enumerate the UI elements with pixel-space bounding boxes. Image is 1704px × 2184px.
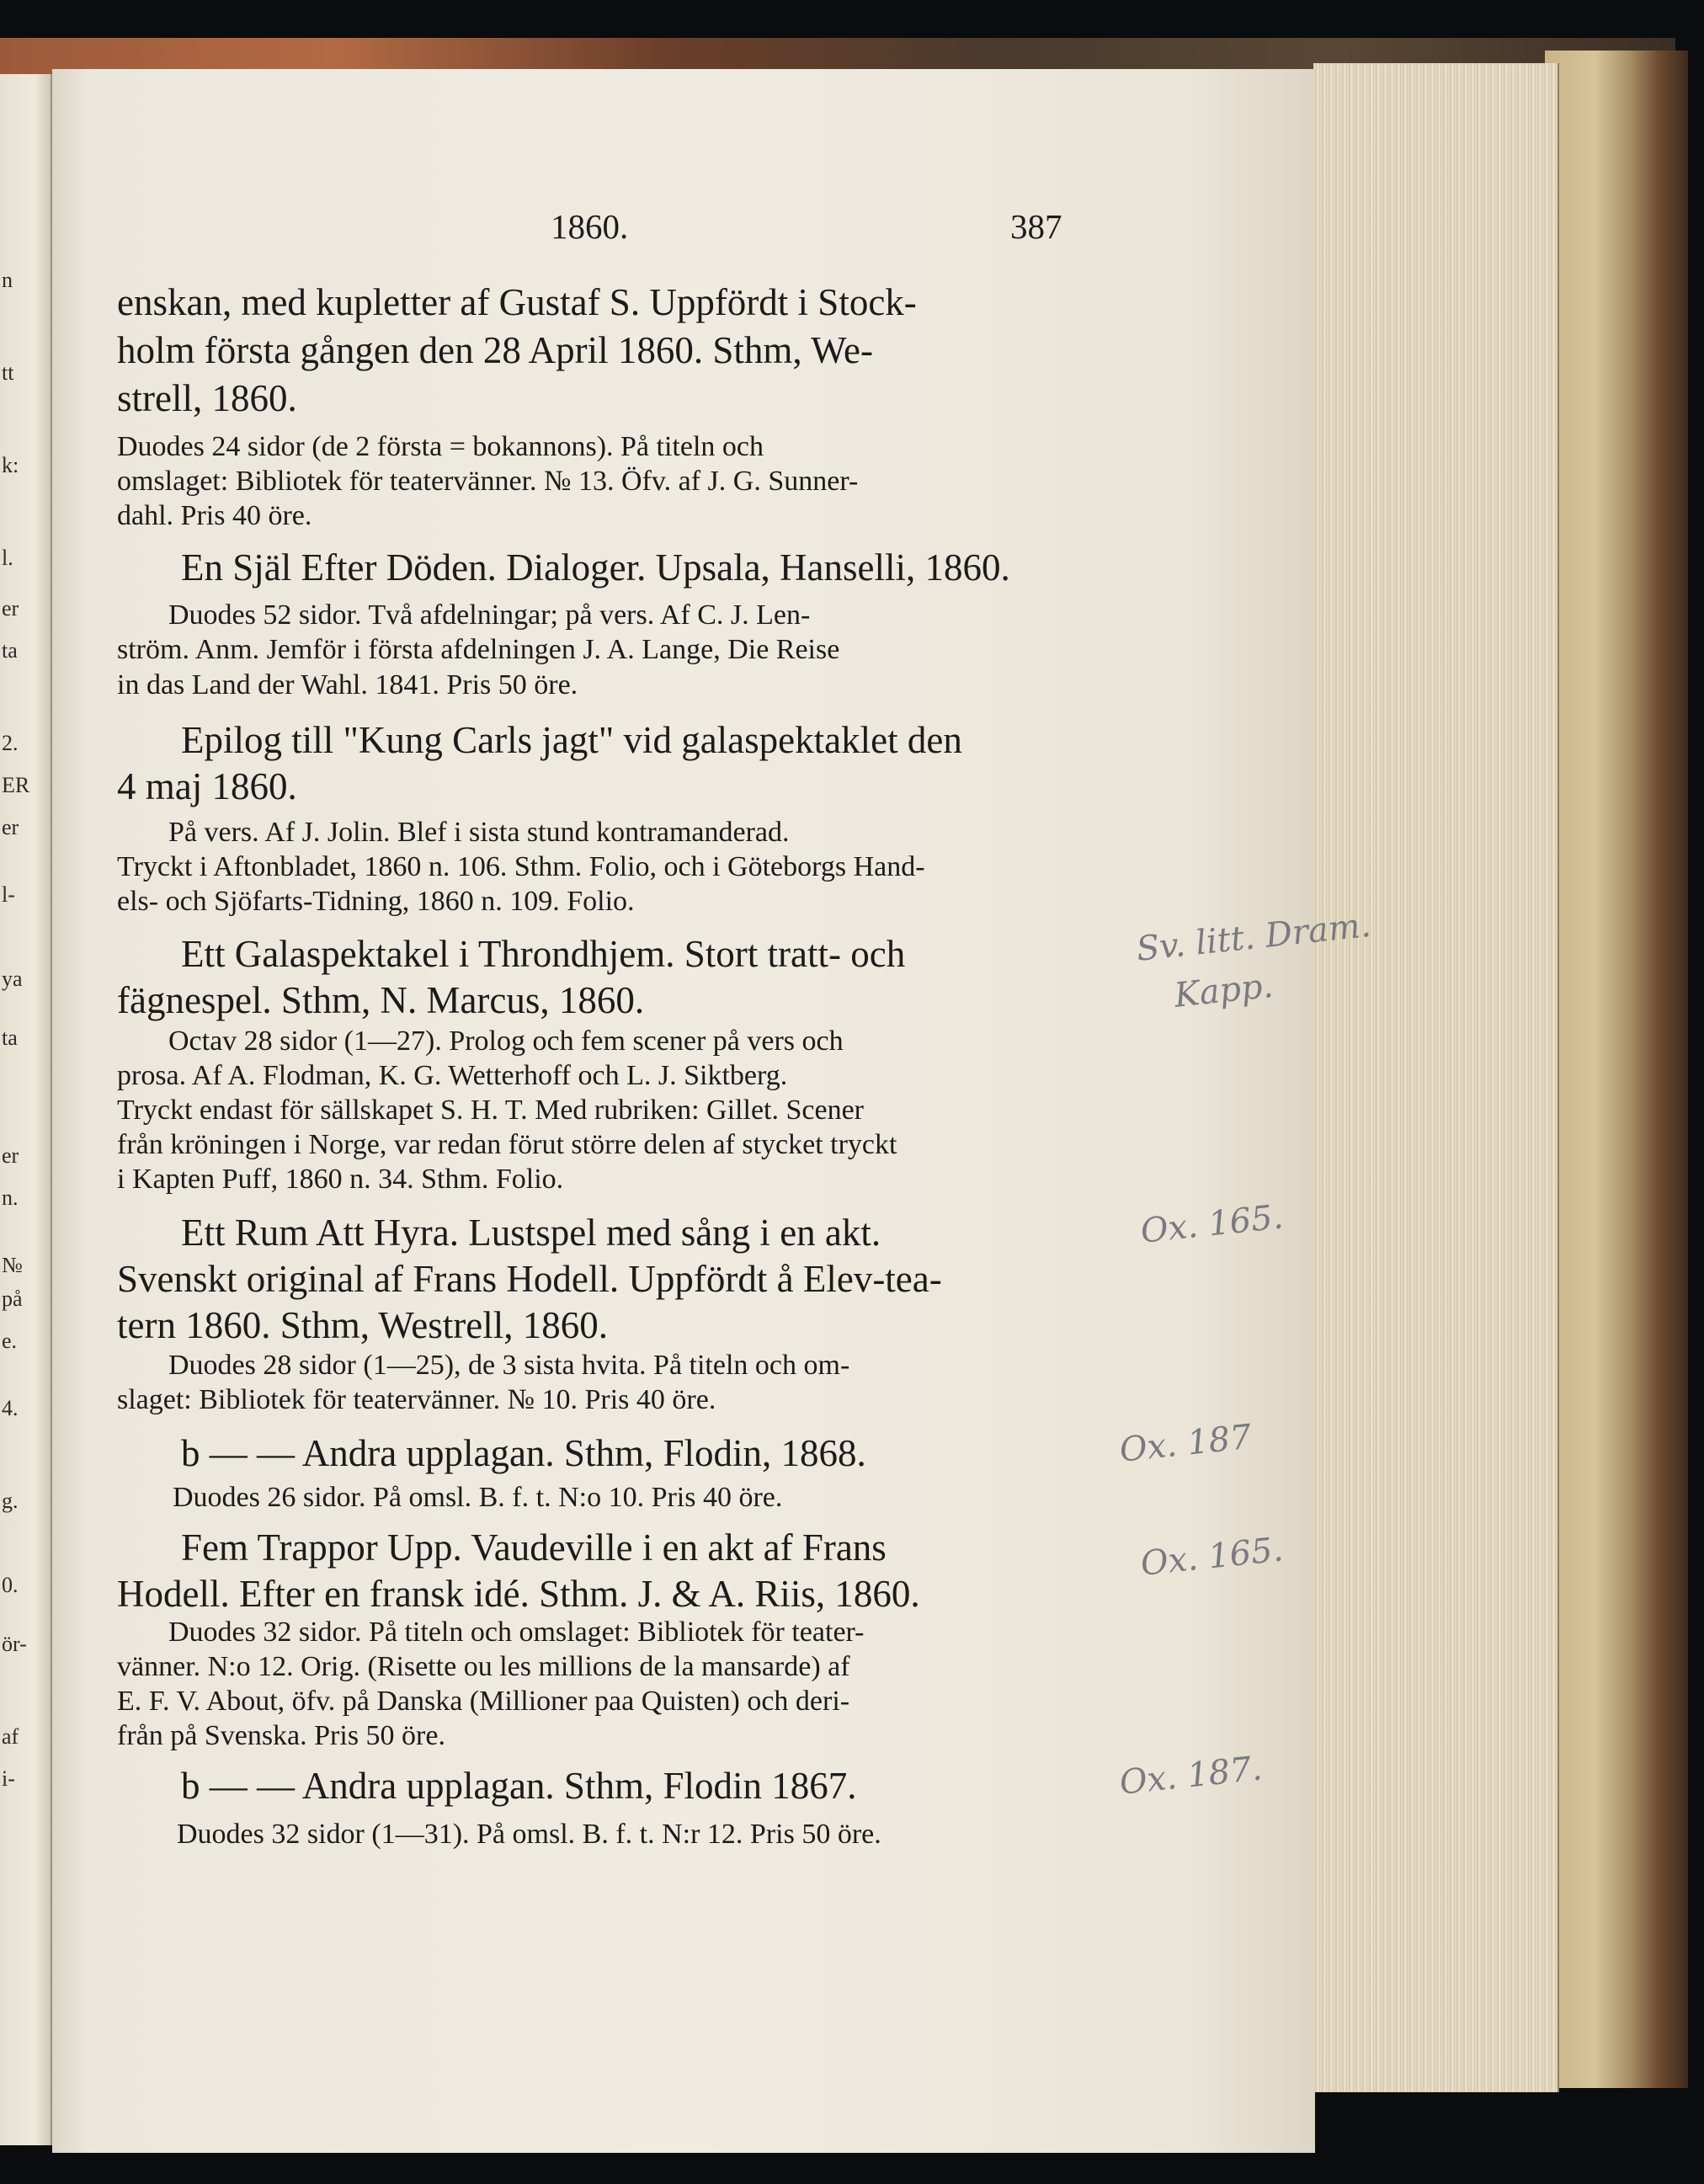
margin-fragment: ya xyxy=(2,967,23,991)
entry-title-line: strell, 1860. xyxy=(117,377,297,419)
margin-fragment: 0. xyxy=(2,1573,19,1597)
entry-title-line: fägnespel. Sthm, N. Marcus, 1860. xyxy=(117,979,645,1021)
facing-page-strip xyxy=(0,74,52,2145)
margin-fragment: № xyxy=(2,1253,23,1277)
margin-fragment: på xyxy=(2,1286,23,1311)
entry-note-line: els- och Sjöfarts-Tidning, 1860 n. 109. Folio. xyxy=(117,886,635,917)
entry-title-line: Svenskt original af Frans Hodell. Uppfördt å Elev-tea- xyxy=(117,1258,942,1300)
margin-fragment: ör- xyxy=(2,1632,27,1656)
header-year: 1860. xyxy=(551,207,629,246)
header-page-number: 387 xyxy=(1010,207,1062,246)
entry-note-line: Tryckt endast för sällskapet S. H. T. Med rubriken: Gillet. Scener xyxy=(117,1095,864,1126)
margin-fragment: i- xyxy=(2,1766,15,1791)
entry-note-line: från på Svenska. Pris 50 öre. xyxy=(117,1720,445,1751)
margin-fragment: k: xyxy=(2,453,19,477)
margin-fragment: af xyxy=(2,1724,19,1749)
entry-note-line: På vers. Af J. Jolin. Blef i sista stund kontramanderad. xyxy=(168,817,790,848)
entry-note-line: Tryckt i Aftonbladet, 1860 n. 106. Sthm. Folio, och i Göteborgs Hand- xyxy=(117,851,925,882)
entry-note-line: slaget: Bibliotek för teatervänner. № 10. Pris 40 öre. xyxy=(117,1384,716,1415)
handwritten-note: Kapp. xyxy=(1172,966,1275,1015)
entry-title-line: Ett Galaspektakel i Throndhjem. Stort tratt- och xyxy=(181,933,906,975)
margin-fragment: tt xyxy=(2,360,14,385)
entry-title-line: b — — Andra upplagan. Sthm, Flodin 1867. xyxy=(181,1765,857,1807)
entry-note-line: i Kapten Puff, 1860 n. 34. Sthm. Folio. xyxy=(117,1164,564,1195)
handwritten-note: Ox. 165. xyxy=(1138,1530,1286,1584)
page-fore-edge xyxy=(1313,63,1559,2092)
margin-fragment: n xyxy=(2,268,13,292)
entry-title-line: Fem Trappor Upp. Vaudeville i en akt af Frans xyxy=(181,1526,887,1569)
entry-title-line: holm första gången den 28 April 1860. Sthm, We- xyxy=(117,329,873,371)
entry-title-line: b — — Andra upplagan. Sthm, Flodin, 1868. xyxy=(181,1432,866,1474)
entry-note-line: dahl. Pris 40 öre. xyxy=(117,500,312,531)
entry-note-line: Duodes 52 sidor. Två afdelningar; på vers. Af C. J. Len- xyxy=(168,599,811,631)
entry-note-line: E. F. V. About, öfv. på Danska (Millioner paa Quisten) och deri- xyxy=(117,1686,850,1717)
margin-fragment: ER xyxy=(2,773,30,797)
entry-note-line: in das Land der Wahl. 1841. Pris 50 öre. xyxy=(117,669,578,700)
entry-title-line: En Själ Efter Döden. Dialoger. Upsala, Hanselli, 1860. xyxy=(181,546,1010,589)
entry-note-line: Octav 28 sidor (1—27). Prolog och fem scener på vers och xyxy=(168,1025,844,1057)
entry-note-line: från kröningen i Norge, var redan förut större delen af stycket tryckt xyxy=(117,1129,897,1160)
margin-fragment: n. xyxy=(2,1185,19,1210)
entry-title-line: Hodell. Efter en fransk idé. Sthm. J. & A. Riis, 1860. xyxy=(117,1573,920,1615)
entry-title-line: 4 maj 1860. xyxy=(117,765,297,807)
entry-title-line: enskan, med kupletter af Gustaf S. Uppfördt i Stock- xyxy=(117,281,917,323)
margin-fragment: g. xyxy=(2,1489,19,1513)
entry-note-line: Duodes 28 sidor (1—25), de 3 sista hvita. På titeln och om- xyxy=(168,1350,850,1381)
entry-title-line: Epilog till "Kung Carls jagt" vid galaspektaklet den xyxy=(181,719,962,761)
margin-fragment: er xyxy=(2,1143,19,1168)
handwritten-note: Ox. 187. xyxy=(1117,1749,1265,1803)
entry-note-line: vänner. N:o 12. Orig. (Risette ou les millions de la mansarde) af xyxy=(117,1651,850,1682)
entry-note-line: Duodes 24 sidor (de 2 första = bokannons). På titeln och xyxy=(117,431,764,462)
entry-title-line: Ett Rum Att Hyra. Lustspel med sång i en akt. xyxy=(181,1212,881,1254)
margin-fragment: 4. xyxy=(2,1396,19,1420)
margin-fragment: er xyxy=(2,815,19,839)
margin-fragment: ta xyxy=(2,638,18,663)
entry-note-line: omslaget: Bibliotek för teatervänner. № 13. Öfv. af J. G. Sunner- xyxy=(117,466,859,497)
margin-fragment: l- xyxy=(2,882,15,907)
margin-fragment: 2. xyxy=(2,731,19,755)
entry-note-line: prosa. Af A. Flodman, K. G. Wetterhoff och L. J. Siktberg. xyxy=(117,1060,788,1091)
entry-title-line: tern 1860. Sthm, Westrell, 1860. xyxy=(117,1304,609,1346)
entry-note-line: Duodes 32 sidor (1—31). På omsl. B. f. t. N:r 12. Pris 50 öre. xyxy=(177,1819,881,1850)
handwritten-note: Sv. litt. Dram. xyxy=(1134,905,1373,969)
margin-fragment: l. xyxy=(2,546,13,570)
handwritten-note: Ox. 187 xyxy=(1117,1417,1254,1470)
margin-fragment: ta xyxy=(2,1025,18,1050)
margin-fragment: e. xyxy=(2,1329,18,1353)
entry-note-line: Duodes 32 sidor. På titeln och omslaget: Bibliotek för teater- xyxy=(168,1617,865,1648)
book-cover-right-edge xyxy=(1545,51,1688,2088)
margin-fragment: er xyxy=(2,596,19,621)
handwritten-note: Ox. 165. xyxy=(1138,1197,1286,1251)
entry-note-line: ström. Anm. Jemför i första afdelningen J. A. Lange, Die Reise xyxy=(117,634,840,665)
entry-note-line: Duodes 26 sidor. På omsl. B. f. t. N:o 10. Pris 40 öre. xyxy=(173,1482,783,1513)
